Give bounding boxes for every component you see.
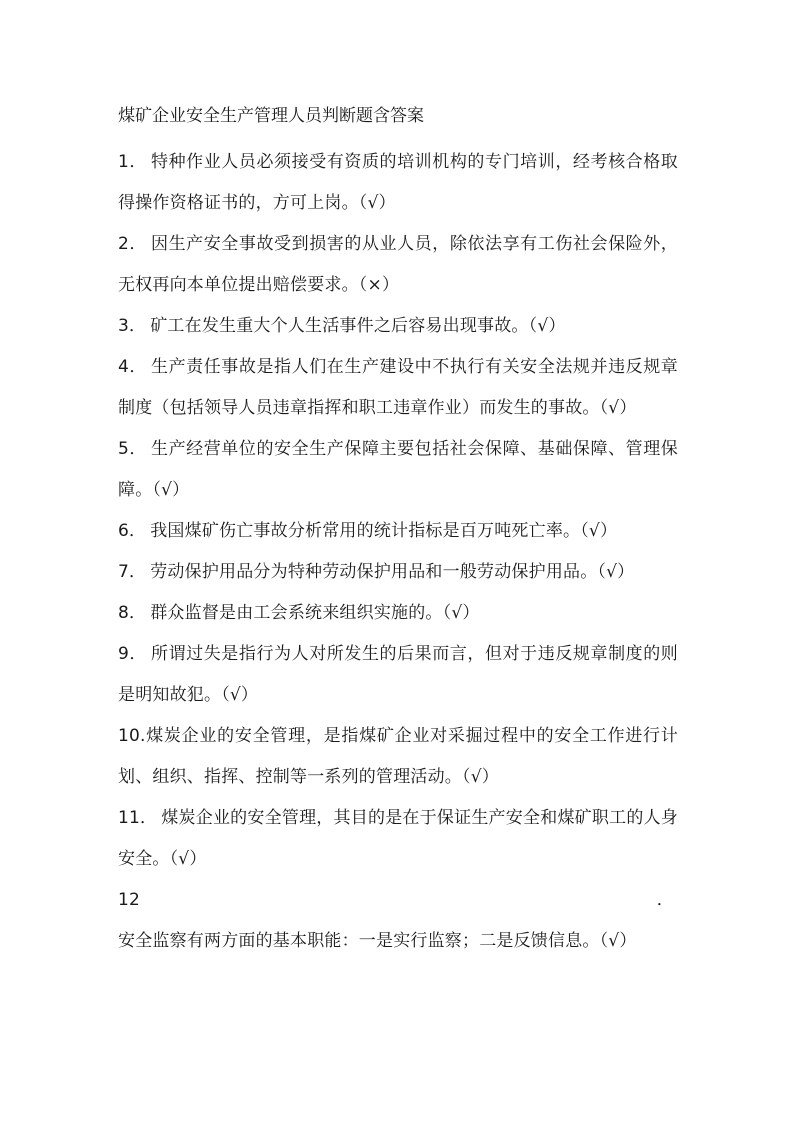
question-12: [118, 880, 678, 962]
document-title: 煤矿企业安全生产管理人员判断题含答案: [118, 106, 424, 126]
question-text: 矿工在发生重大个人生活事件之后容易出现事故。（√）: [150, 316, 566, 336]
question-number: 5．: [118, 439, 147, 459]
question-text: 生产责任事故是指人们在生产建设中不执行有关安全法规并违反规章制度（包括领导人员违章指挥和职工违章作业）而发生的事故。（√）: [118, 357, 679, 418]
question-number: 11．: [118, 808, 158, 828]
question-3: [118, 306, 678, 347]
question-number: 1．: [118, 152, 147, 172]
question-text: 生产经营单位的安全生产保障主要包括社会保障、基础保障、管理保障。（√）: [118, 439, 679, 500]
question-2: [118, 224, 678, 306]
question-1: [118, 142, 678, 224]
question-text: 因生产安全事故受到损害的从业人员，除依法享有工伤社会保险外，无权再向本单位提出赔偿要求。（×）: [118, 234, 679, 295]
question-text: 群众监督是由工会系统来组织实施的。（√）: [150, 603, 480, 623]
document-content: [118, 101, 678, 962]
question-10: [118, 716, 678, 798]
question-11: [118, 798, 678, 880]
question-number: 6．: [118, 521, 147, 541]
question-number: 2．: [118, 234, 147, 254]
question-text: 我国煤矿伤亡事故分析常用的统计指标是百万吨死亡率。（√）: [150, 521, 618, 541]
question-text: 煤炭企业的安全管理，是指煤矿企业对采掘过程中的安全工作进行计划、组织、指挥、控制等一系列的管理活动。（√）: [118, 726, 678, 787]
question-text: 所谓过失是指行为人对所发生的后果而言，但对于违反规章制度的则是明知故犯。（√）: [118, 644, 679, 705]
question-7: [118, 552, 678, 593]
question-number: 4．: [118, 357, 147, 377]
question-text: 安全监察有两方面的基本职能：一是实行监察；二是反馈信息。（√）: [118, 931, 637, 951]
question-text: 特种作业人员必须接受有资质的培训机构的专门培训，经考核合格取得操作资格证书的，方可上岗。（√）: [118, 152, 679, 213]
question-number: 10.: [118, 726, 146, 746]
question-8: [118, 593, 678, 634]
question-number: 7．: [118, 562, 147, 582]
question-number: 3．: [118, 316, 147, 336]
question-5: [118, 429, 678, 511]
question-4: [118, 347, 678, 429]
question-number: 12．: [118, 890, 674, 910]
question-number: 9．: [118, 644, 147, 664]
question-text: 劳动保护用品分为特种劳动保护用品和一般劳动保护用品。（√）: [150, 562, 635, 582]
question-text: 煤炭企业的安全管理，其目的是在于保证生产安全和煤矿职工的人身安全。（√）: [118, 808, 678, 869]
question-6: [118, 511, 678, 552]
question-number: 8．: [118, 603, 147, 623]
question-9: [118, 634, 678, 716]
